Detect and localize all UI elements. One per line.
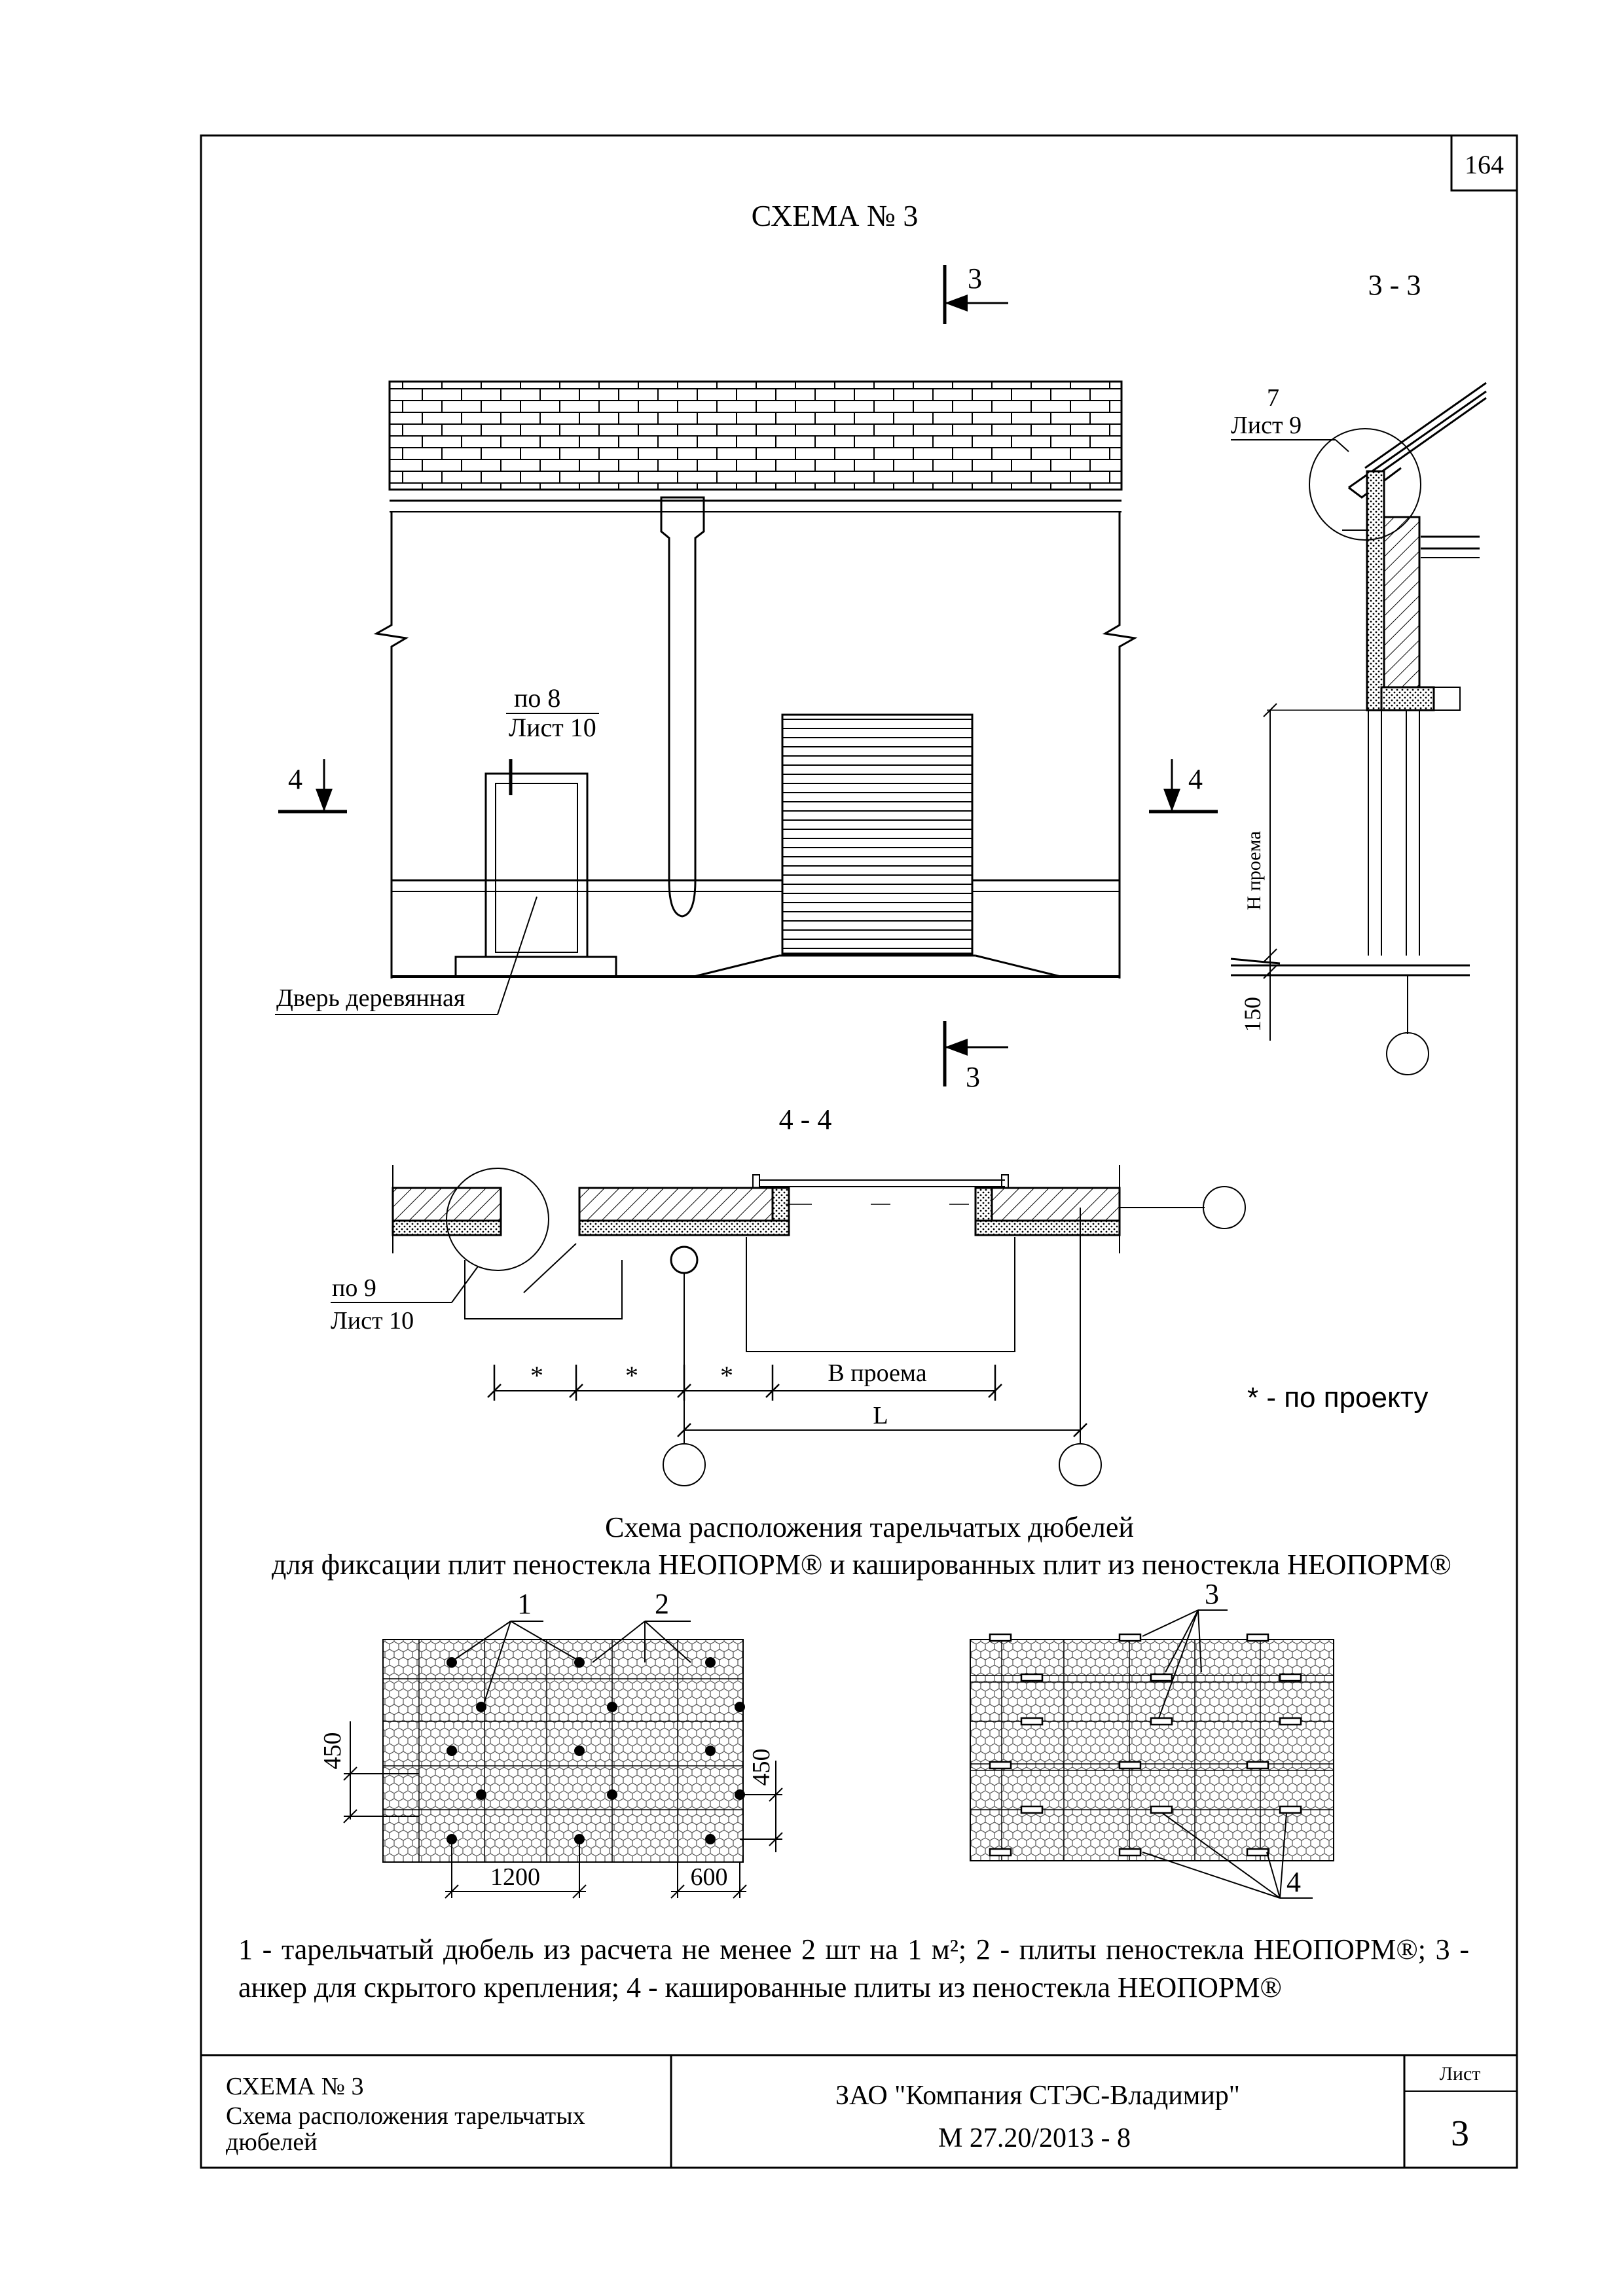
section-ref-num: 7 bbox=[1267, 384, 1279, 412]
wooden-door bbox=[456, 759, 616, 977]
dim-450-right: 450 bbox=[748, 1748, 775, 1786]
roller-shutter bbox=[694, 715, 1061, 977]
cut-4-label-left: 4 bbox=[288, 763, 302, 795]
door-ref-num: по 8 bbox=[514, 683, 561, 713]
section-ref-sheet: Лист 9 bbox=[1231, 412, 1302, 439]
plan-star-1: * bbox=[530, 1361, 543, 1390]
cut-mark-4-right bbox=[1149, 759, 1218, 812]
plan-l-label: L bbox=[873, 1402, 888, 1429]
dim-600: 600 bbox=[690, 1863, 728, 1891]
facade-elevation bbox=[275, 382, 1135, 1014]
page-number: 164 bbox=[1465, 150, 1504, 179]
plan-axis-right bbox=[1059, 1444, 1101, 1486]
cut-3-label-top: 3 bbox=[968, 262, 982, 295]
plan-star-3: * bbox=[720, 1361, 733, 1390]
title-block-name-2: Схема расположения тарельчатых bbox=[226, 2102, 585, 2130]
callout-4: 4 bbox=[1286, 1866, 1301, 1898]
title-block-company: ЗАО "Компания СТЭС-Владимир" bbox=[835, 2081, 1240, 2111]
dim-450-left: 450 bbox=[319, 1732, 346, 1770]
cut-mark-3-bottom bbox=[945, 1021, 1008, 1093]
plan-axis-left bbox=[663, 1444, 705, 1486]
title-block bbox=[201, 2055, 1517, 2168]
cut-4-label-right: 4 bbox=[1188, 763, 1203, 795]
caption-line-2: для фиксации плит пеностекла НЕОПОРМ® и кашированных плит из пеностекла НЕОПОРМ® bbox=[272, 1549, 1451, 1581]
section-3-3-title: 3 - 3 bbox=[1368, 269, 1421, 301]
section-dim-150: 150 bbox=[1239, 997, 1266, 1032]
section-3-3-view bbox=[1231, 383, 1486, 1075]
door-label: Дверь деревянная bbox=[276, 984, 465, 1012]
title-block-name-3: дюбелей bbox=[226, 2128, 318, 2156]
cut-mark-4-left bbox=[278, 759, 347, 812]
section-axis-circle bbox=[1387, 1033, 1429, 1075]
downpipe bbox=[661, 497, 704, 916]
cut-3-label-bottom: 3 bbox=[966, 1061, 980, 1093]
caption-line-1: Схема расположения тарельчатых дюбелей bbox=[605, 1511, 1134, 1543]
plan-star-2: * bbox=[625, 1361, 638, 1390]
panel-plain-plates bbox=[319, 1588, 782, 1898]
callout-2: 2 bbox=[655, 1588, 669, 1620]
title-block-sheet-label: Лист bbox=[1439, 2063, 1481, 2085]
plan-note: * - по проекту bbox=[1247, 1382, 1429, 1414]
cut-mark-3-top bbox=[945, 262, 1008, 324]
section-4-4-title: 4 - 4 bbox=[778, 1103, 832, 1136]
dim-1200: 1200 bbox=[490, 1863, 540, 1891]
title-block-code: М 27.20/2013 - 8 bbox=[938, 2123, 1131, 2153]
section-h-label: Н проема bbox=[1243, 831, 1265, 910]
plan-4-4-view bbox=[331, 1165, 1428, 1486]
plan-ref-num: по 9 bbox=[332, 1274, 376, 1302]
panel-laminated-plates bbox=[970, 1578, 1334, 1898]
plan-ref-sheet: Лист 10 bbox=[331, 1307, 414, 1335]
door-ref-sheet: Лист 10 bbox=[509, 713, 596, 742]
callout-3: 3 bbox=[1205, 1578, 1219, 1610]
callout-1: 1 bbox=[517, 1588, 532, 1620]
plan-b-label: В проема bbox=[828, 1359, 927, 1387]
page-title: СХЕМА № 3 bbox=[751, 199, 919, 232]
roof-shingles bbox=[390, 382, 1122, 490]
legend-text: 1 - тарельчатый дюбель из расчета не менее 2 шт на 1 м²; 2 - плиты пеностекла НЕОПОРМ®; 3 - анкер для скрытого крепления; 4 - кашированные плиты из пеностекла НЕОПОРМ® bbox=[238, 1933, 1469, 2003]
title-block-sheet-number: 3 bbox=[1451, 2113, 1469, 2154]
plan-axis-right-top bbox=[1203, 1187, 1245, 1229]
title-block-name-1: СХЕМА № 3 bbox=[226, 2073, 364, 2100]
